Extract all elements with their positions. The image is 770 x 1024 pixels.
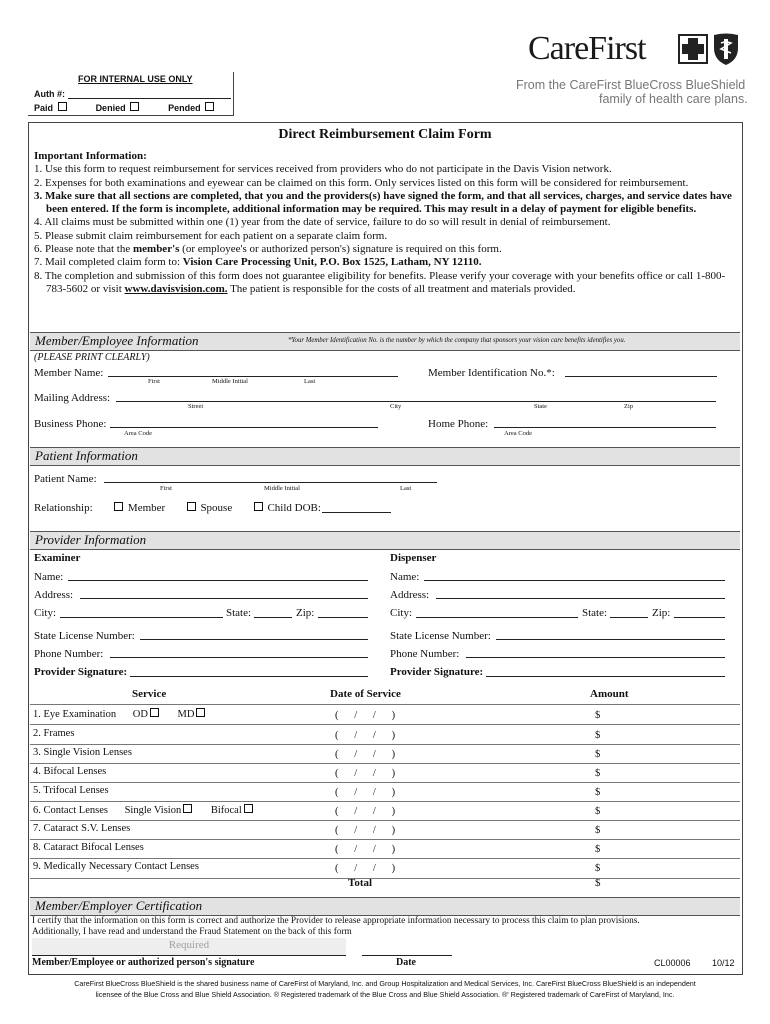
member-checkbox[interactable]: [114, 502, 123, 511]
examiner-name-label: Name:: [34, 571, 64, 583]
dispenser-license-field[interactable]: [496, 639, 725, 640]
examiner-city-field[interactable]: [60, 617, 223, 618]
member-id-field[interactable]: [565, 376, 717, 377]
form-title: Direct Reimbursement Claim Form: [278, 127, 492, 142]
service-label: 8. Cataract Bifocal Lenses: [33, 842, 144, 853]
examiner-state-label: State:: [226, 607, 252, 619]
total-amount-field[interactable]: $: [595, 877, 601, 889]
info-item-4: 4. All claims must be submitted within one (1) year from the date of service, failure to do so will result in denial of reimbursement.: [34, 216, 611, 229]
street-sub: Street: [188, 403, 204, 410]
service-label: 3. Single Vision Lenses: [33, 747, 132, 758]
col-amount-header: Amount: [590, 688, 629, 700]
info-item-3: 3. Make sure that all sections are completed, that you and the providers(s) have signed the form, and that all services, charges, and service dates have been entered. If the form is incomplete, additional information may be required. This may result in a delay of payment for eligible benefits.: [34, 189, 732, 216]
logo-tagline-1: From the CareFirst BlueCross BlueShield: [516, 78, 746, 92]
service-date-field[interactable]: ( / / ): [335, 787, 396, 798]
service-row: [30, 820, 740, 840]
info-item-2: 2. Expenses for both examinations and eyewear can be claimed on this form. Only services listed on this form will be considered for reimbursement.: [34, 176, 689, 189]
service-amount-field[interactable]: $: [595, 768, 601, 779]
blue-cross-icon: [678, 34, 708, 69]
member-last-sub: Last: [304, 378, 316, 385]
info-item-8: 8. The completion and submission of this form does not guarantee eligibility for benefits. Please verify your coverage with your benefits office or call 1-800-783-5602 or visit www.davisvision.com. The patient is responsible for the costs of all treatment and materials provided.: [34, 269, 726, 295]
examiner-city-label: City:: [34, 607, 57, 619]
signature-label: Member/Employee or authorized person's signature: [32, 957, 255, 968]
dispenser-zip-field[interactable]: [674, 617, 725, 618]
member-name-label: Member Name:: [34, 367, 104, 379]
md-label: MD: [177, 709, 195, 720]
patient-header-title: Patient Information: [35, 448, 138, 463]
dispenser-phone-field[interactable]: [466, 657, 725, 658]
service-label: 7. Cataract S.V. Lenses: [33, 823, 131, 834]
col-service-header: Service: [132, 688, 167, 700]
col-date-header: Date of Service: [330, 688, 401, 700]
dispenser-phone-label: Phone Number:: [390, 648, 460, 660]
important-info: [34, 150, 734, 296]
service-amount-field[interactable]: $: [595, 806, 601, 817]
patient-last-sub: Last: [400, 485, 412, 492]
dispenser-heading: Dispenser: [390, 552, 437, 564]
member-name-field[interactable]: [108, 376, 398, 377]
service-date-field[interactable]: ( / / ): [335, 825, 396, 836]
pended-label: Pended: [168, 103, 201, 113]
service-row: [30, 858, 740, 877]
signature-date-field[interactable]: [362, 955, 452, 956]
certification-text-2: Additionally, I have read and understand the Fraud Statement on the back of this form: [32, 927, 352, 937]
required-placeholder: Required: [168, 939, 210, 951]
member-header-title: Member/Employee Information: [35, 333, 199, 348]
patient-name-field[interactable]: [104, 482, 437, 483]
certification-section-header: [30, 897, 740, 916]
single-vision-checkbox[interactable]: [183, 804, 192, 813]
service-row: [30, 763, 740, 783]
state-sub: State: [534, 403, 547, 410]
child-checkbox[interactable]: [254, 502, 263, 511]
service-date-field[interactable]: ( / / ): [335, 844, 396, 855]
service-label: 5. Trifocal Lenses: [33, 785, 109, 796]
service-date-field[interactable]: ( / / ): [335, 806, 396, 817]
mailing-address-field[interactable]: [116, 401, 716, 402]
examiner-zip-label: Zip:: [296, 607, 315, 619]
carefirst-logo: [528, 26, 743, 76]
service-date-field[interactable]: ( / / ): [335, 730, 396, 741]
examiner-heading: Examiner: [34, 552, 81, 564]
single-vision-label: Single Vision: [124, 805, 182, 816]
provider-section-header: [30, 531, 740, 550]
service-row: [30, 801, 740, 821]
service-row: [30, 782, 740, 802]
service-date-field[interactable]: ( / / ): [335, 710, 396, 721]
important-heading: Important Information:: [34, 150, 147, 162]
service-amount-field[interactable]: $: [595, 710, 601, 721]
md-checkbox[interactable]: [196, 708, 205, 717]
dispenser-state-field[interactable]: [610, 617, 648, 618]
member-middle-sub: Middle Initial: [212, 378, 248, 385]
examiner-phone-field[interactable]: [110, 657, 368, 658]
dispenser-name-field[interactable]: [424, 580, 725, 581]
print-clearly: (PLEASE PRINT CLEARLY): [34, 352, 150, 363]
examiner-phone-label: Phone Number:: [34, 648, 104, 660]
certification-header-title: Member/Employer Certification: [35, 898, 203, 913]
paid-label: Paid: [34, 103, 54, 113]
info-item-5: 5. Please submit claim reimbursement for each patient on a separate claim form.: [34, 229, 388, 242]
member-signature-field[interactable]: [32, 938, 346, 956]
dispenser-name-label: Name:: [390, 571, 420, 583]
dispenser-address-label: Address:: [390, 589, 430, 601]
logo-wordmark: CareFirst: [528, 30, 646, 67]
home-phone-label: Home Phone:: [428, 418, 489, 430]
examiner-signature-field[interactable]: [130, 676, 368, 677]
service-label: 9. Medically Necessary Contact Lenses: [33, 861, 199, 872]
service-date-field[interactable]: ( / / ): [335, 768, 396, 779]
examiner-license-label: State License Number:: [34, 630, 135, 642]
member-option-label: Member: [127, 502, 166, 514]
service-amount-field[interactable]: $: [595, 863, 601, 874]
spouse-option-label: Spouse: [200, 502, 233, 514]
auth-label: Auth #:: [34, 89, 65, 99]
internal-use-title: FOR INTERNAL USE ONLY: [78, 74, 193, 84]
info-item-1: 1. Use this form to request reimbursement for services received from providers who do not participate in the Davis Vision network.: [34, 163, 612, 176]
service-date-field[interactable]: ( / / ): [335, 749, 396, 760]
dispenser-signature-label: Provider Signature:: [390, 666, 484, 678]
dispenser-state-label: State:: [582, 607, 608, 619]
provider-header-title: Provider Information: [35, 532, 147, 547]
service-label: 6. Contact Lenses: [33, 805, 108, 816]
dispenser-city-label: City:: [390, 607, 413, 619]
examiner-name-field[interactable]: [68, 580, 368, 581]
footer-line-1: CareFirst BlueCross BlueShield is the shared business name of CareFirst of Maryland, Inc. and Group Hospitalization and Medical Services, Inc. CareFirst BlueCross BlueShield is an independent: [74, 979, 696, 988]
form-revision: 10/12: [712, 958, 735, 968]
info-item-7: 7. Mail completed claim form to: Vision Care Processing Unit, P.O. Box 1525, Latham, NY 12110.: [34, 256, 482, 269]
examiner-signature-label: Provider Signature:: [34, 666, 128, 678]
service-date-field[interactable]: ( / / ): [335, 863, 396, 874]
home-phone-field[interactable]: [494, 427, 716, 428]
service-label: 4. Bifocal Lenses: [33, 766, 107, 777]
examiner-address-field[interactable]: [80, 598, 368, 599]
patient-first-sub: First: [160, 485, 172, 492]
info-item-6: 6. Please note that the member's (or employee's or authorized person's) signature is required on this form.: [34, 243, 502, 256]
service-amount-field[interactable]: $: [595, 844, 601, 855]
member-section-header: [30, 332, 740, 351]
business-phone-label: Business Phone:: [34, 418, 107, 430]
bifocal-label: Bifocal: [210, 805, 242, 816]
dispenser-address-field[interactable]: [436, 598, 725, 599]
service-amount-field[interactable]: $: [595, 749, 601, 760]
child-dob-field[interactable]: [322, 512, 391, 513]
dispenser-city-field[interactable]: [416, 617, 578, 618]
child-dob-label: Child DOB:: [267, 502, 321, 514]
patient-section-header: [30, 447, 740, 466]
business-phone-field[interactable]: [110, 427, 378, 428]
business-area-code-sub: Area Code: [124, 430, 152, 437]
dispenser-signature-field[interactable]: [486, 676, 725, 677]
examiner-license-field[interactable]: [140, 639, 368, 640]
relationship-label: Relationship:: [34, 502, 93, 514]
examiner-address-label: Address:: [34, 589, 74, 601]
spouse-checkbox[interactable]: [187, 502, 196, 511]
davisvision-link[interactable]: www.davisvision.com.: [124, 282, 228, 295]
service-row: [30, 725, 740, 745]
total-label: Total: [348, 877, 373, 889]
dispenser-license-label: State License Number:: [390, 630, 491, 642]
service-row: [30, 705, 740, 725]
total-divider: [30, 878, 740, 879]
service-amount-field[interactable]: $: [595, 730, 601, 741]
member-id-note: *Your Member Identification No. is the number by which the company that sponsors your vision care benefits identifies you.: [288, 337, 626, 344]
od-checkbox[interactable]: [150, 708, 159, 717]
certification-text-1: I certify that the information on this form is correct and authorize the Provider to release appropriate information necessary to process this claim to plan provisions.: [32, 916, 640, 926]
blue-shield-icon: [712, 32, 740, 71]
examiner-state-field[interactable]: [254, 617, 292, 618]
city-sub: City: [390, 403, 402, 410]
od-label: OD: [132, 709, 148, 720]
internal-box-border: [28, 72, 234, 116]
service-row: [30, 744, 740, 764]
member-first-sub: First: [148, 378, 160, 385]
examiner-zip-field[interactable]: [318, 617, 368, 618]
denied-label: Denied: [95, 103, 126, 113]
patient-name-label: Patient Name:: [34, 473, 97, 485]
patient-middle-sub: Middle Initial: [264, 485, 300, 492]
service-amount-field[interactable]: $: [595, 825, 601, 836]
service-label: 1. Eye Examination: [33, 709, 117, 720]
service-amount-field[interactable]: $: [595, 787, 601, 798]
form-code: CL00006: [654, 958, 691, 968]
zip-sub: Zip: [624, 403, 634, 410]
service-row: [30, 839, 740, 859]
logo-tagline-2: family of health care plans.: [599, 92, 748, 106]
relationship-row: [34, 502, 321, 514]
footer-line-2: licensee of the Blue Cross and Blue Shield Association. ® Registered trademark of the Blue Cross and Blue Shield Association. ®' Registered trademark of CareFirst of Maryland, Inc.: [95, 990, 675, 999]
bifocal-checkbox[interactable]: [244, 804, 253, 813]
home-area-code-sub: Area Code: [504, 430, 532, 437]
dispenser-zip-label: Zip:: [652, 607, 671, 619]
service-label: 2. Frames: [33, 728, 75, 739]
date-label: Date: [396, 957, 416, 968]
mailing-address-label: Mailing Address:: [34, 392, 111, 404]
member-id-label: Member Identification No.*:: [428, 367, 555, 379]
